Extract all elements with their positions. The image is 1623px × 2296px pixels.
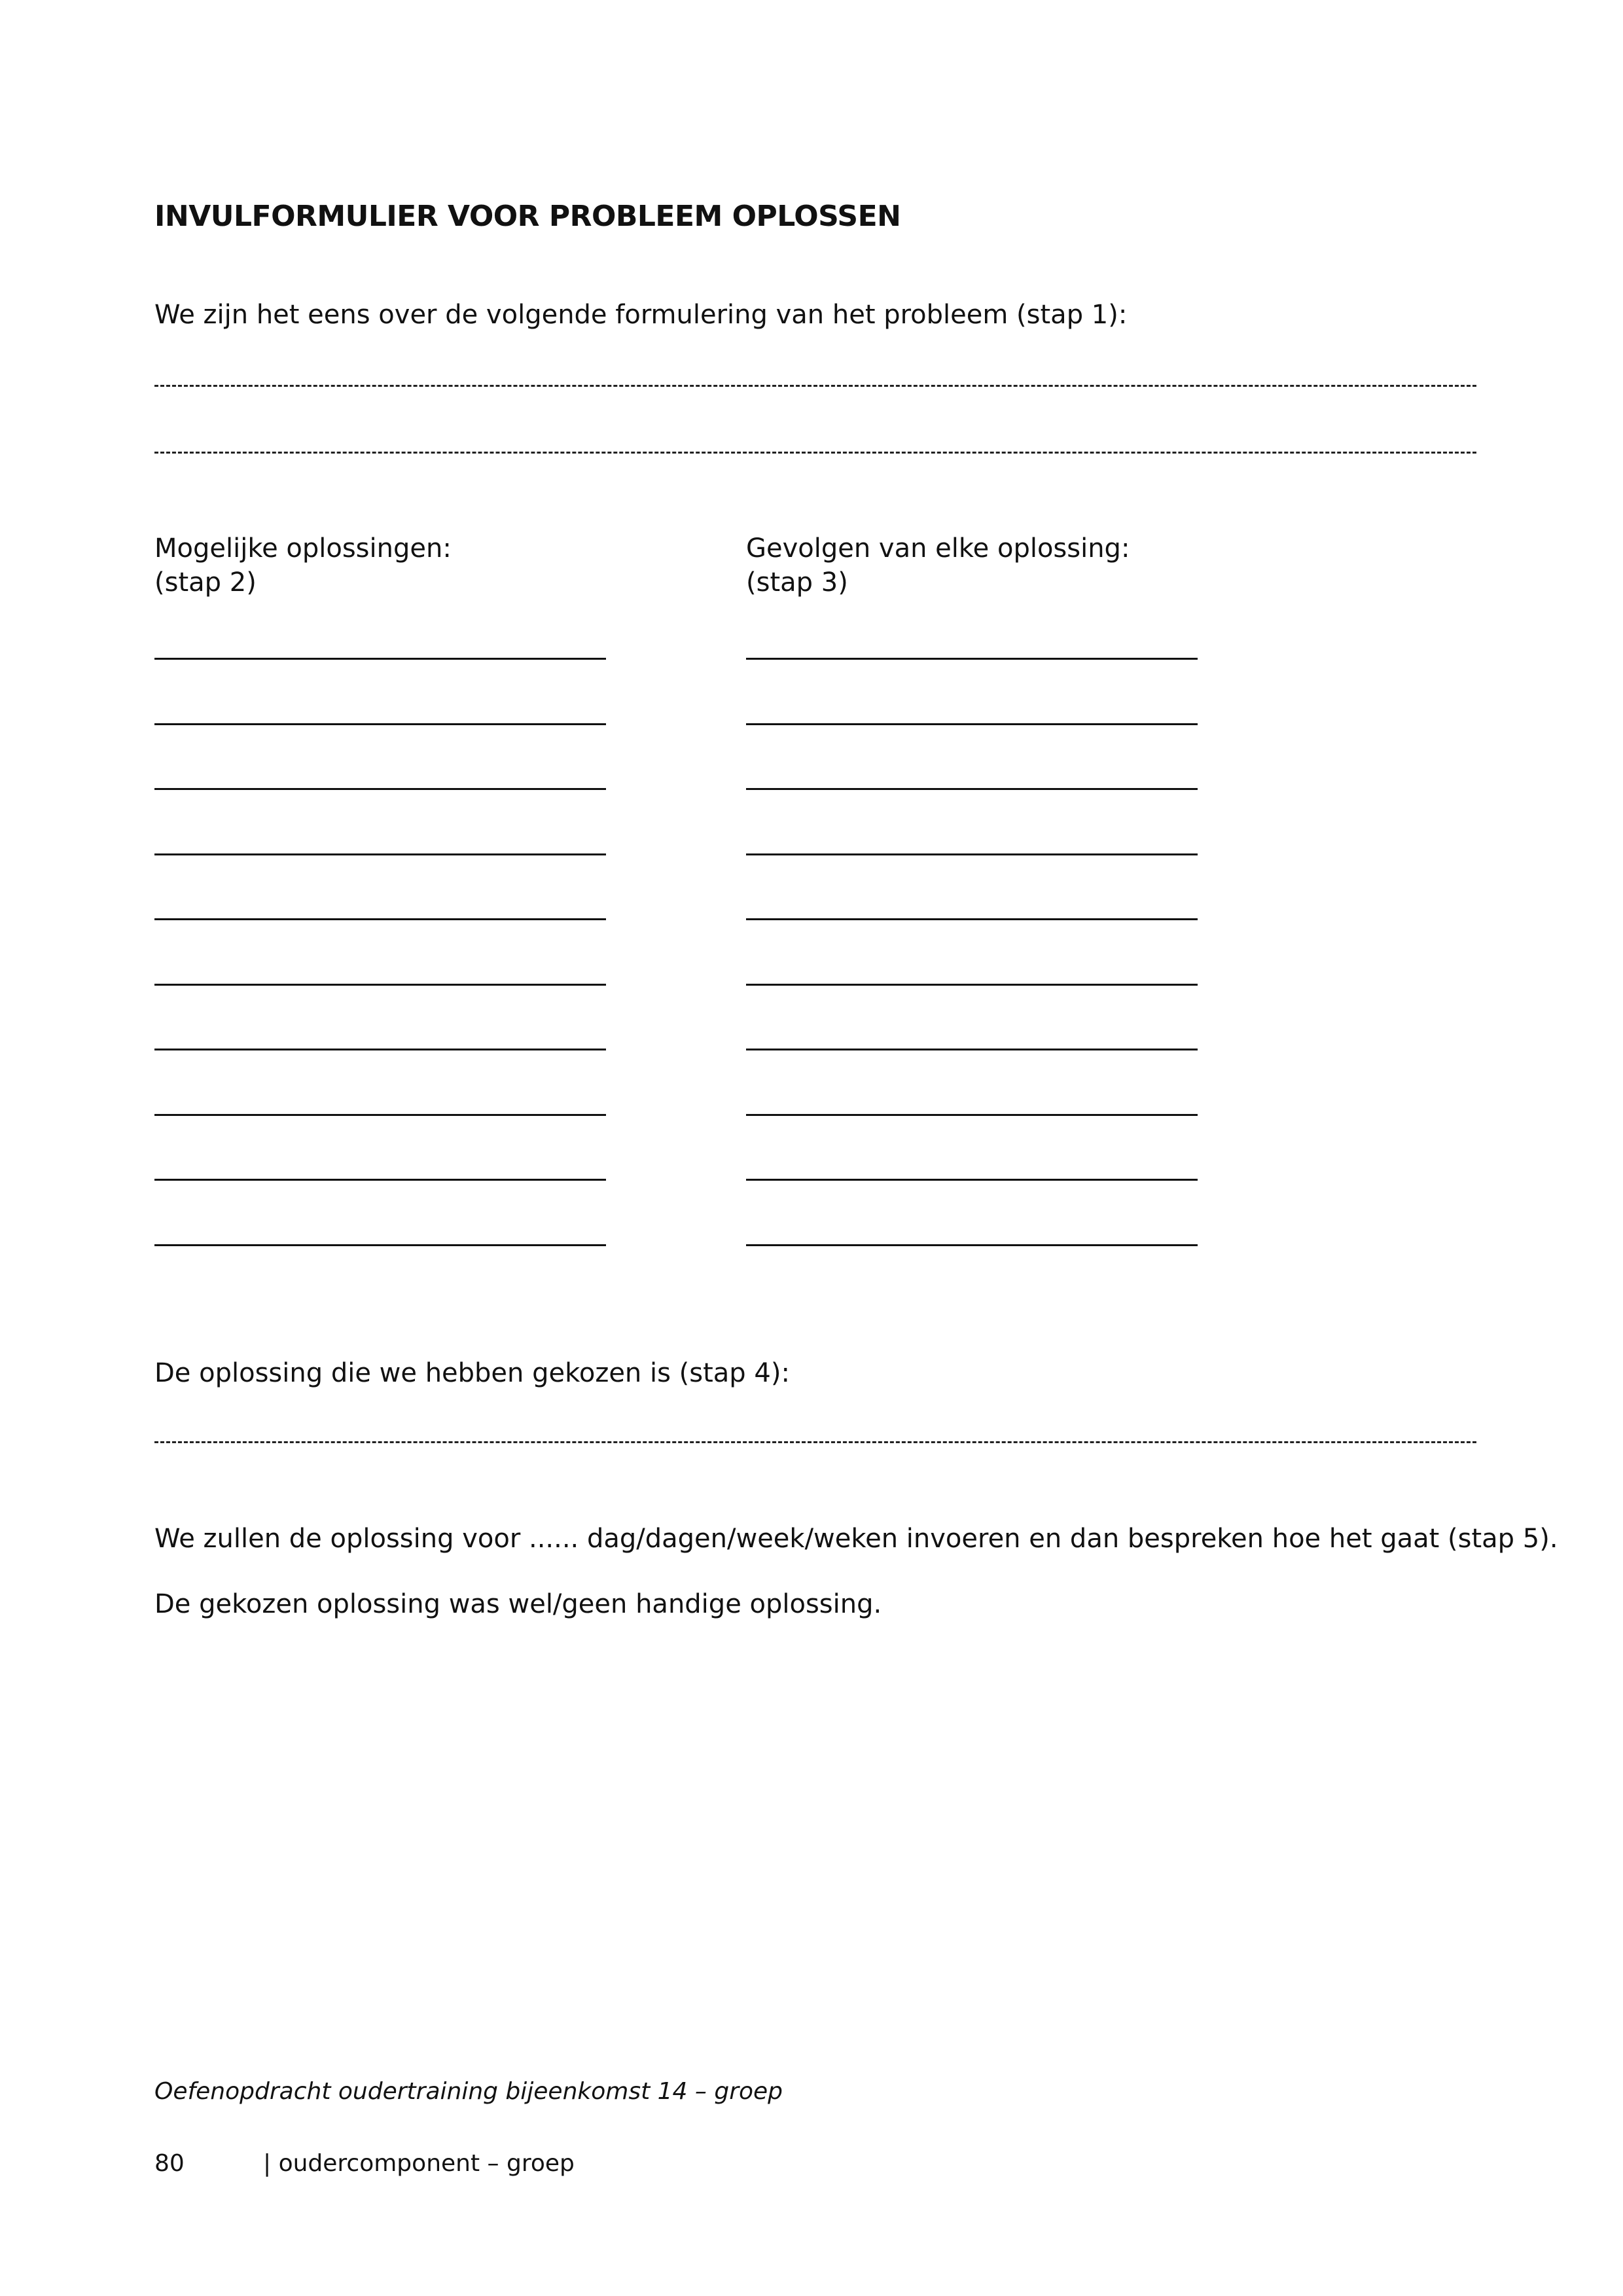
solution-line-10[interactable] xyxy=(154,1244,606,1246)
consequence-line-5[interactable] xyxy=(746,918,1198,920)
footer-exercise: Oefenopdracht oudertraining bijeenkomst 14 – groep xyxy=(154,2078,783,2105)
consequence-line-2[interactable] xyxy=(746,723,1198,725)
solution-line-3[interactable] xyxy=(154,788,606,790)
consequences-label xyxy=(746,531,1130,600)
consequence-line-10[interactable] xyxy=(746,1244,1198,1246)
consequence-line-4[interactable] xyxy=(746,853,1198,855)
conclusion-text: De gekozen oplossing was wel/geen handige oplossing. xyxy=(154,1589,882,1619)
solution-line-4[interactable] xyxy=(154,853,606,855)
consequence-line-1[interactable] xyxy=(746,658,1198,660)
step4-prompt: De oplossing die we hebben gekozen is (stap 4): xyxy=(154,1358,790,1388)
form-title: INVULFORMULIER VOOR PROBLEEM OPLOSSEN xyxy=(154,200,901,233)
solution-line-7[interactable] xyxy=(154,1049,606,1050)
solution-line-8[interactable] xyxy=(154,1114,606,1116)
consequences-heading: Gevolgen van elke oplossing: xyxy=(746,533,1130,564)
step5-text: We zullen de oplossing voor ...... dag/dagen/week/weken invoeren en dan bespreken hoe het gaat (stap 5). xyxy=(154,1524,1558,1554)
consequence-line-3[interactable] xyxy=(746,788,1198,790)
consequence-line-7[interactable] xyxy=(746,1049,1198,1050)
step1-answer-line-2[interactable] xyxy=(154,452,1476,454)
consequence-line-6[interactable] xyxy=(746,984,1198,986)
consequence-line-8[interactable] xyxy=(746,1114,1198,1116)
solution-line-2[interactable] xyxy=(154,723,606,725)
solution-line-6[interactable] xyxy=(154,984,606,986)
solution-line-5[interactable] xyxy=(154,918,606,920)
solution-line-9[interactable] xyxy=(154,1179,606,1181)
possible-solutions-label xyxy=(154,531,452,600)
step1-prompt: We zijn het eens over de volgende formulering van het probleem (stap 1): xyxy=(154,300,1128,330)
step4-answer-line[interactable] xyxy=(154,1441,1476,1443)
possible-solutions-heading: Mogelijke oplossingen: xyxy=(154,533,452,564)
consequences-step: (stap 3) xyxy=(746,567,848,598)
step1-answer-line-1[interactable] xyxy=(154,385,1476,387)
footer-section: | oudercomponent – groep xyxy=(263,2150,575,2177)
consequence-line-9[interactable] xyxy=(746,1179,1198,1181)
possible-solutions-step: (stap 2) xyxy=(154,567,257,598)
solution-line-1[interactable] xyxy=(154,658,606,660)
page-number: 80 xyxy=(154,2150,185,2177)
